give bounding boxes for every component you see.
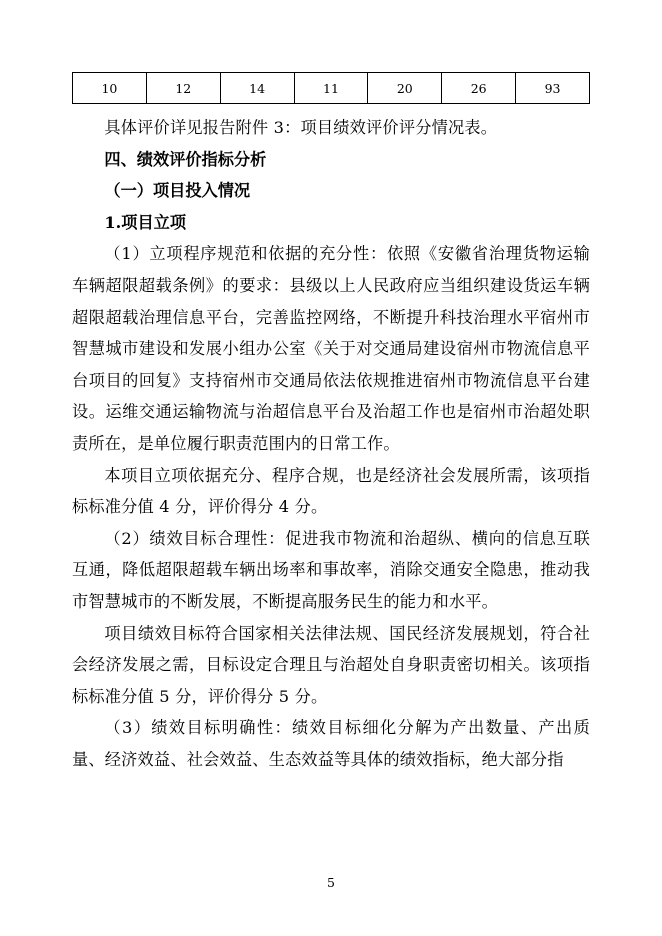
page-number: 5 xyxy=(327,875,335,890)
table-cell: 93 xyxy=(516,73,590,104)
subsection-heading-one: （一）项目投入情况 xyxy=(104,181,251,201)
table-row xyxy=(73,73,590,104)
subsection-heading-one-one: 1.项目立项 xyxy=(104,212,187,232)
paragraph-caption: 具体评价详见报告附件 3：项目绩效评价评分情况表。 xyxy=(104,118,498,137)
table-cell: 26 xyxy=(442,73,516,104)
table-cell: 10 xyxy=(73,73,147,104)
paragraph-4: 项目绩效目标符合国家相关法律法规、国民经济发展规划，符合社会经济发展之需，目标设定合理且与治超处自身职责密切相关。该项指标标准分值 5 分，评价得分 5 分。 xyxy=(72,623,590,706)
table-cell: 20 xyxy=(368,73,442,104)
paragraph-3: （2）绩效目标合理性：促进我市物流和治超纵、横向的信息互联互通，降低超限超载车辆出场率和事故率，消除交通安全隐患，推动我市智慧城市的不断发展，不断提高服务民生的能力和水平。 xyxy=(72,528,590,611)
table-cell: 14 xyxy=(220,73,294,104)
paragraph-1: （1）立项程序规范和依据的充分性：依照《安徽省治理货物运输车辆超限超载条例》的要求：县级以上人民政府应当组织建设货运车辆超限超载治理信息平台，完善监控网络，不断提升科技治理水平宿州市智慧城市建设和发展小组办公室《关于对交通局建设宿州市物流信息平台项目的回复》支持宿州市交通局依法依规推进宿州市物流信息平台建设。运维交通运输物流与治超信息平台及治超工作也是宿州市治超处职责所在，是单位履行职责范围内的日常工作。 xyxy=(72,244,590,453)
table-cell: 11 xyxy=(294,73,368,104)
paragraph-2: 本项目立项依据充分、程序合规，也是经济社会发展所需，该项指标标准分值 4 分，评价得分 4 分。 xyxy=(72,465,590,517)
section-heading-four: 四、绩效评价指标分析 xyxy=(104,149,267,169)
paragraph-5: （3）绩效目标明确性：绩效目标细化分解为产出数量、产出质量、经济效益、社会效益、生态效益等具体的绩效指标，绝大部分指 xyxy=(72,718,590,769)
score-table xyxy=(72,72,590,104)
table-cell: 12 xyxy=(146,73,220,104)
score-table-body xyxy=(73,73,590,104)
document-body xyxy=(72,112,590,775)
